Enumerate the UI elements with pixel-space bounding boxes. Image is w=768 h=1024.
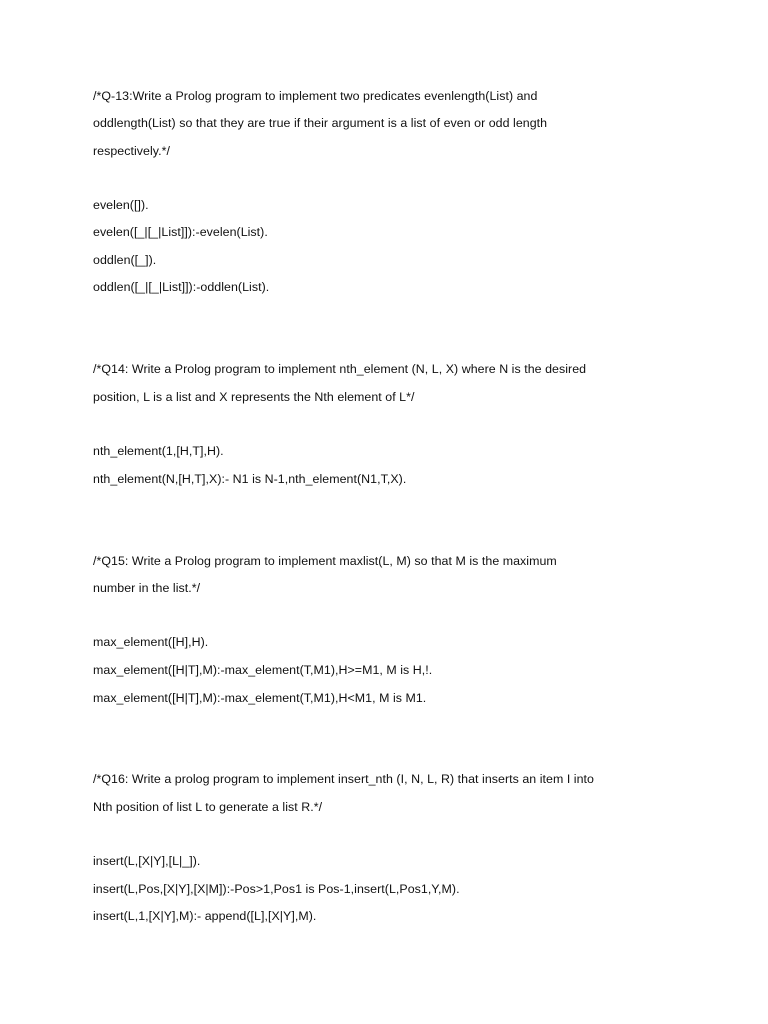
q16-question-line-2: Nth position of list L to generate a list R.*/ (93, 800, 323, 814)
q13-question-line-2: oddlength(List) so that they are true if their argument is a list of even or odd length (93, 116, 548, 130)
q14-code-line-1: nth_element(1,[H,T],H). (93, 444, 224, 458)
q16-code-line-1: insert(L,[X|Y],[L|_]). (93, 854, 201, 868)
q16-code-line-3: insert(L,1,[X|Y],M):- append([L],[X|Y],M). (93, 909, 317, 923)
q14-code-line-2: nth_element(N,[H,T],X):- N1 is N-1,nth_element(N1,T,X). (93, 472, 407, 486)
q13-code-line-3: oddlen([_]). (93, 253, 157, 267)
q15-code-line-2: max_element([H|T],M):-max_element(T,M1),H>=M1, M is H,!. (93, 663, 433, 677)
q15-question-line-1: /*Q15: Write a Prolog program to implement maxlist(L, M) so that M is the maximum (93, 554, 557, 568)
q14-question-line-2: position, L is a list and X represents the Nth element of L*/ (93, 390, 415, 404)
q15-code-line-3: max_element([H|T],M):-max_element(T,M1),H<M1, M is M1. (93, 691, 427, 705)
q14-question-line-1: /*Q14: Write a Prolog program to implement nth_element (N, L, X) where N is the desired (93, 362, 587, 376)
q13-code-line-4: oddlen([_|[_|List]]):-oddlen(List). (93, 280, 270, 294)
q13-question-line-1: /*Q-13:Write a Prolog program to implement two predicates evenlength(List) and (93, 89, 538, 103)
q16-code-line-2: insert(L,Pos,[X|Y],[X|M]):-Pos>1,Pos1 is Pos-1,insert(L,Pos1,Y,M). (93, 882, 460, 896)
q15-question-line-2: number in the list.*/ (93, 581, 201, 595)
q16-question-line-1: /*Q16: Write a prolog program to implement insert_nth (I, N, L, R) that inserts an item I into (93, 772, 594, 786)
q13-question-line-3: respectively.*/ (93, 144, 170, 158)
q13-code-line-2: evelen([_|[_|List]]):-evelen(List). (93, 225, 268, 239)
q15-code-line-1: max_element([H],H). (93, 635, 209, 649)
q13-code-line-1: evelen([]). (93, 198, 149, 212)
